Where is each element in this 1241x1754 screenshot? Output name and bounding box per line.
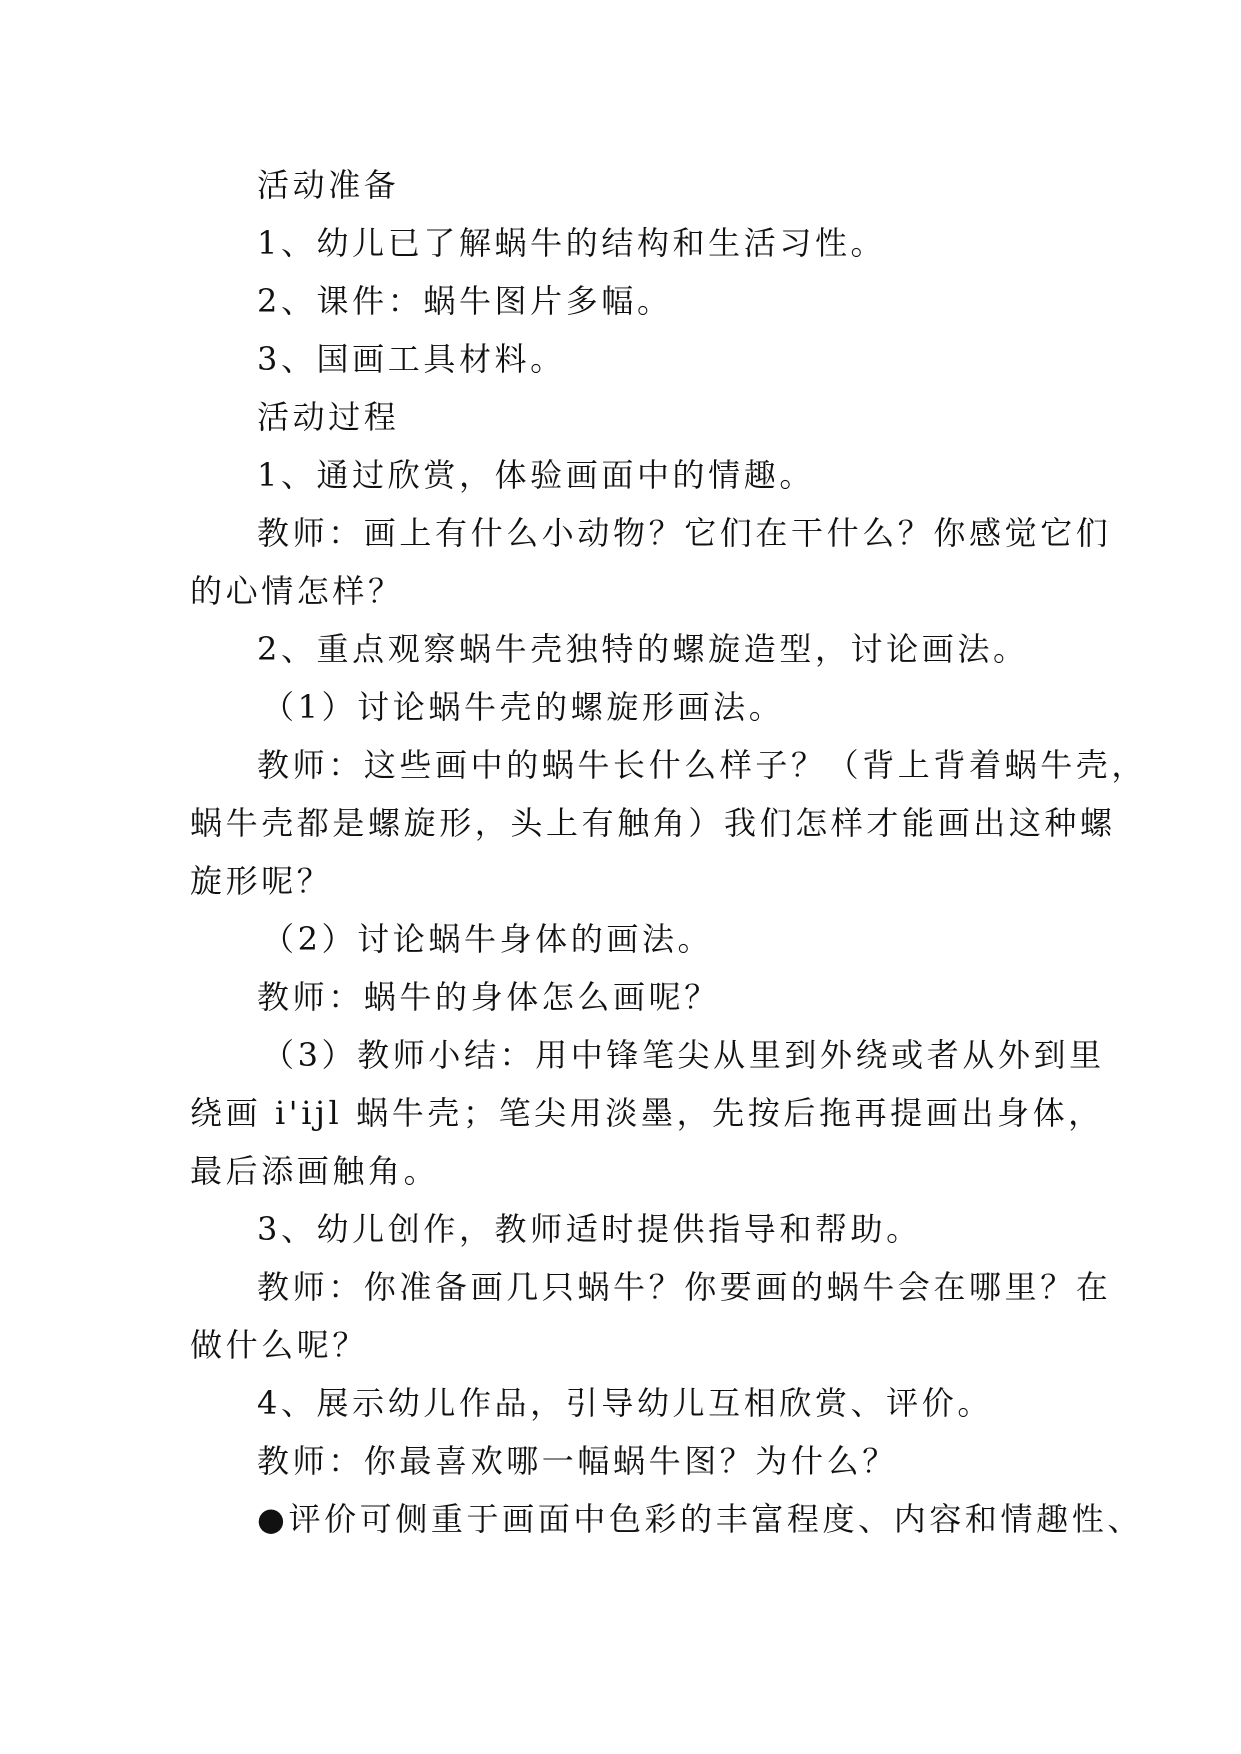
paragraph-line: 2、课件：蜗牛图片多幅。 [257, 282, 673, 320]
bullet-line: ●评价可侧重于画面中色彩的丰富程度、内容和情趣性、 [257, 1500, 1143, 1538]
paragraph-line: 教师：你准备画几只蜗牛？你要画的蜗牛会在哪里？在 [257, 1268, 1112, 1306]
paragraph-line: 教师：这些画中的蜗牛长什么样子？（背上背着蜗牛壳， [257, 746, 1148, 784]
paragraph-line: 最后添画触角。 [190, 1152, 440, 1190]
paragraph-line: 2、重点观察蜗牛壳独特的螺旋造型，讨论画法。 [257, 630, 1029, 668]
paragraph-line: 1、通过欣赏，体验画面中的情趣。 [257, 456, 815, 494]
paragraph-line: （1）讨论蜗牛壳的螺旋形画法。 [262, 688, 785, 726]
paragraph-line: （2）讨论蜗牛身体的画法。 [262, 920, 714, 958]
paragraph-line: 绕画 i'ijl 蜗牛壳；笔尖用淡墨，先按后拖再提画出身体， [190, 1094, 1104, 1132]
heading-activity-process: 活动过程 [257, 398, 400, 436]
paragraph-line: 教师：你最喜欢哪一幅蜗牛图？为什么？ [257, 1442, 898, 1480]
paragraph-line: 旋形呢？ [190, 862, 333, 900]
paragraph-line: 教师：画上有什么小动物？它们在干什么？你感觉它们 [257, 514, 1112, 552]
paragraph-line: 的心情怎样？ [190, 572, 404, 610]
heading-activity-preparation: 活动准备 [257, 166, 400, 204]
paragraph-line: 3、幼儿创作，教师适时提供指导和帮助。 [257, 1210, 922, 1248]
paragraph-line: 4、展示幼儿作品，引导幼儿互相欣赏、评价。 [257, 1384, 993, 1422]
paragraph-line: （3）教师小结：用中锋笔尖从里到外绕或者从外到里 [262, 1036, 1105, 1074]
paragraph-line: 做什么呢？ [190, 1326, 369, 1364]
paragraph-line: 3、国画工具材料。 [257, 340, 566, 378]
paragraph-line: 1、幼儿已了解蜗牛的结构和生活习性。 [257, 224, 887, 262]
paragraph-line: 蜗牛壳都是螺旋形，头上有触角）我们怎样才能画出这种螺 [190, 804, 1116, 842]
paragraph-line: 教师：蜗牛的身体怎么画呢？ [257, 978, 720, 1016]
